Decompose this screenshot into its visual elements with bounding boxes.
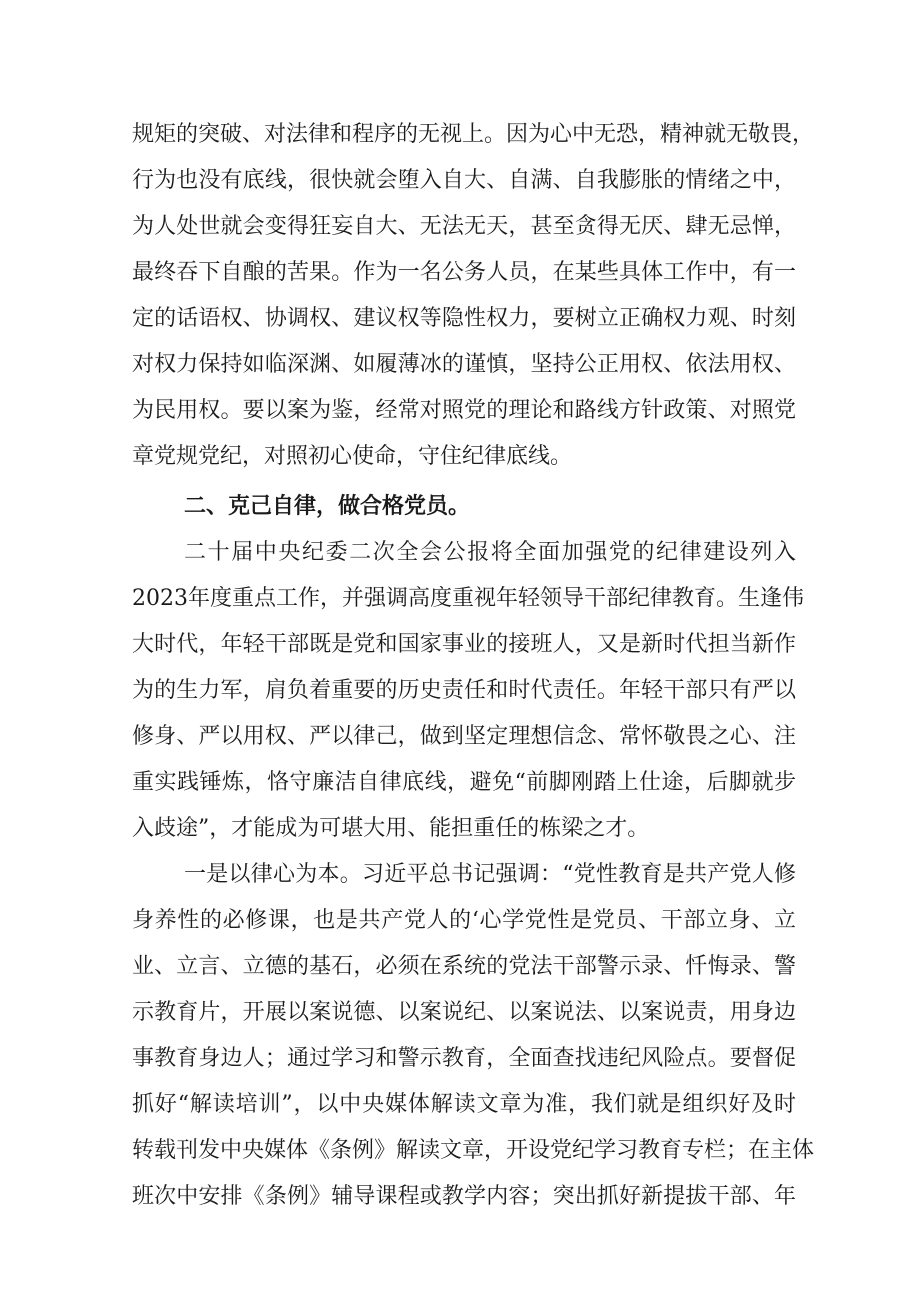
text-line: 转载刊发中央媒体《条例》解读文章，开设党纪学习教育专栏；在主体 <box>132 1138 815 1163</box>
text-line: 一是以律心为本。习近平总书记强调：“党性教育是共产党人修 <box>184 862 796 887</box>
document-body <box>132 112 815 1220</box>
text-line: 班次中安排《条例》辅导课程或教学内容；突出抓好新提拔干部、年 <box>132 1184 796 1209</box>
text-line: 定的话语权、协调权、建议权等隐性权力，要树立正确权力观、时刻 <box>132 306 796 331</box>
text-line: 二十届中央纪委二次全会公报将全面加强党的纪律建设列入 <box>184 540 796 565</box>
text-line: 章党规党纪，对照初心使命，守住纪律底线。 <box>132 444 573 469</box>
text-line: 2023年度重点工作，并强调高度重视年轻领导干部纪律教育。生逢伟 <box>132 586 804 611</box>
text-line: 修身、严以用权、严以律己，做到坚定理想信念、常怀敬畏之心、注 <box>132 724 796 749</box>
text-line: 抓好“解读培训”，以中央媒体解读文章为准，我们就是组织好及时 <box>132 1092 796 1117</box>
text-line: 示教育片，开展以案说德、以案说纪、以案说法、以案说责，用身边 <box>132 1000 796 1025</box>
text-line: 大时代，年轻干部既是党和国家事业的接班人，又是新时代担当新作 <box>132 632 796 657</box>
text-line: 入歧途”，才能成为可堪大用、能担重任的栋梁之才。 <box>132 816 650 841</box>
text-line: 重实践锤炼，恪守廉洁自律底线，避免“前脚刚踏上仕途，后脚就步 <box>132 770 796 795</box>
text-line: 为的生力军，肩负着重要的历史责任和时代责任。年轻干部只有严以 <box>132 678 796 703</box>
text-line: 为人处世就会变得狂妄自大、无法无天，甚至贪得无厌、肆无忌惮， <box>132 214 796 239</box>
section-heading: 二、克己自律，做合格党员。 <box>184 494 471 519</box>
text-line: 最终吞下自酿的苦果。作为一名公务人员，在某些具体工作中，有一 <box>132 260 796 285</box>
text-line: 身养性的必修课，也是共产党人的‘心学党性是党员、干部立身、立 <box>132 908 796 933</box>
text-line: 对权力保持如临深渊、如履薄冰的谨慎，坚持公正用权、依法用权、 <box>132 352 796 377</box>
text-line: 为民用权。要以案为鉴，经常对照党的理论和路线方针政策、对照党 <box>132 398 796 423</box>
text-line: 业、立言、立德的基石，必须在系统的党法干部警示录、忏悔录、警 <box>132 954 796 979</box>
text-line: 行为也没有底线，很快就会堕入自大、自满、自我膨胀的情绪之中， <box>132 168 796 193</box>
text-line: 事教育身边人；通过学习和警示教育，全面查找违纪风险点。要督促 <box>132 1046 796 1071</box>
text-line: 规矩的突破、对法律和程序的无视上。因为心中无恐，精神就无敬畏， <box>132 122 815 147</box>
